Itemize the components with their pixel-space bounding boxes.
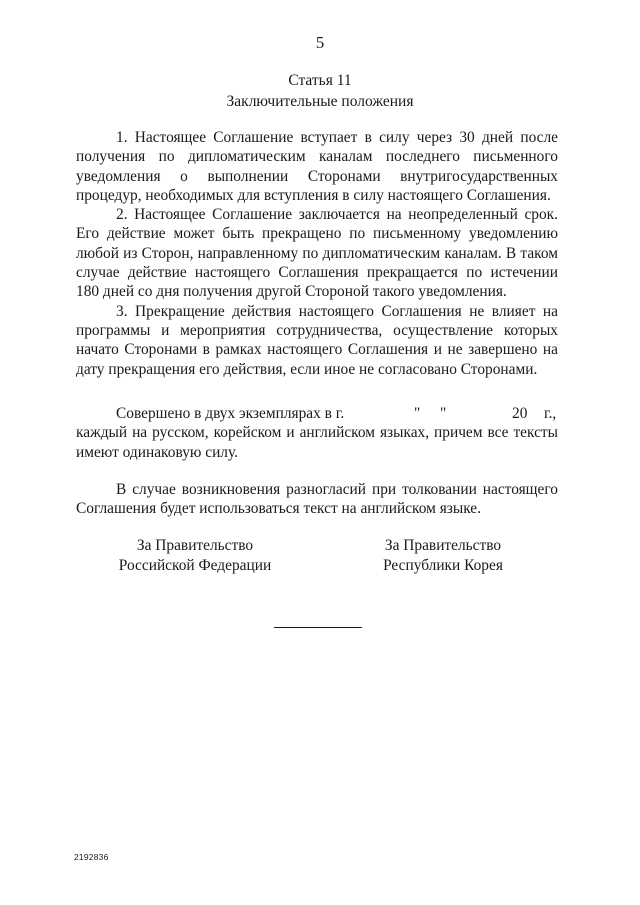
signature-korea (343, 536, 543, 575)
signature-russia-line1: За Правительство (136, 537, 254, 554)
date-quote-open: " (414, 405, 421, 422)
signature-russia-line2: Российской Федерации (118, 556, 272, 574)
clauses-section (76, 128, 558, 379)
date-year-suffix: г., (544, 405, 557, 422)
disagreement-clause: В случае возникновения разногласий при толковании настоящего Соглашения будет использоваться текст на английском языке. (76, 480, 558, 518)
clause-3: 3. Прекращение действия настоящего Соглашения не влияет на программы и мероприятия сотрудничества, осуществление которых начато Сторонами в рамках настоящего Соглашения и не завершено на дату прекращения его действия, если иное не согласовано Сторонами. (76, 302, 558, 378)
clause-1: 1. Настоящее Соглашение вступает в силу через 30 дней после получения по дипломатическим каналам последнего письменного уведомления о выполнении Сторонами внутригосударственных процедур, необходимых для вступления в силу настоящего Соглашения. (76, 129, 558, 204)
article-subtitle: Заключительные положения (226, 93, 414, 110)
signature-russia (95, 536, 295, 575)
signature-korea-line1: За Правительство (384, 537, 502, 554)
closing-section (76, 404, 558, 518)
page-number: 5 (315, 33, 325, 52)
signature-korea-line2: Республики Корея (383, 556, 503, 574)
execution-line (76, 404, 558, 423)
document-code: 2192836 (74, 852, 109, 862)
end-rule (274, 627, 362, 628)
date-quote-close: " (440, 405, 447, 422)
execution-text: Совершено в двух экземплярах в г. (116, 405, 345, 422)
date-year: 20 (512, 405, 528, 422)
execution-languages: каждый на русском, корейском и английском языках, причем все тексты имеют одинаковую силу. (76, 424, 558, 461)
clause-2: 2. Настоящее Соглашение заключается на неопределенный срок. Его действие может быть прекращено по письменному уведомлению любой из Сторон, направленному по дипломатическим каналам. В таком случае действие настоящего Соглашения прекращается по истечении 180 дней со дня получения другой Стороной такого уведомления. (76, 206, 558, 301)
article-title: Статья 11 (288, 72, 352, 89)
